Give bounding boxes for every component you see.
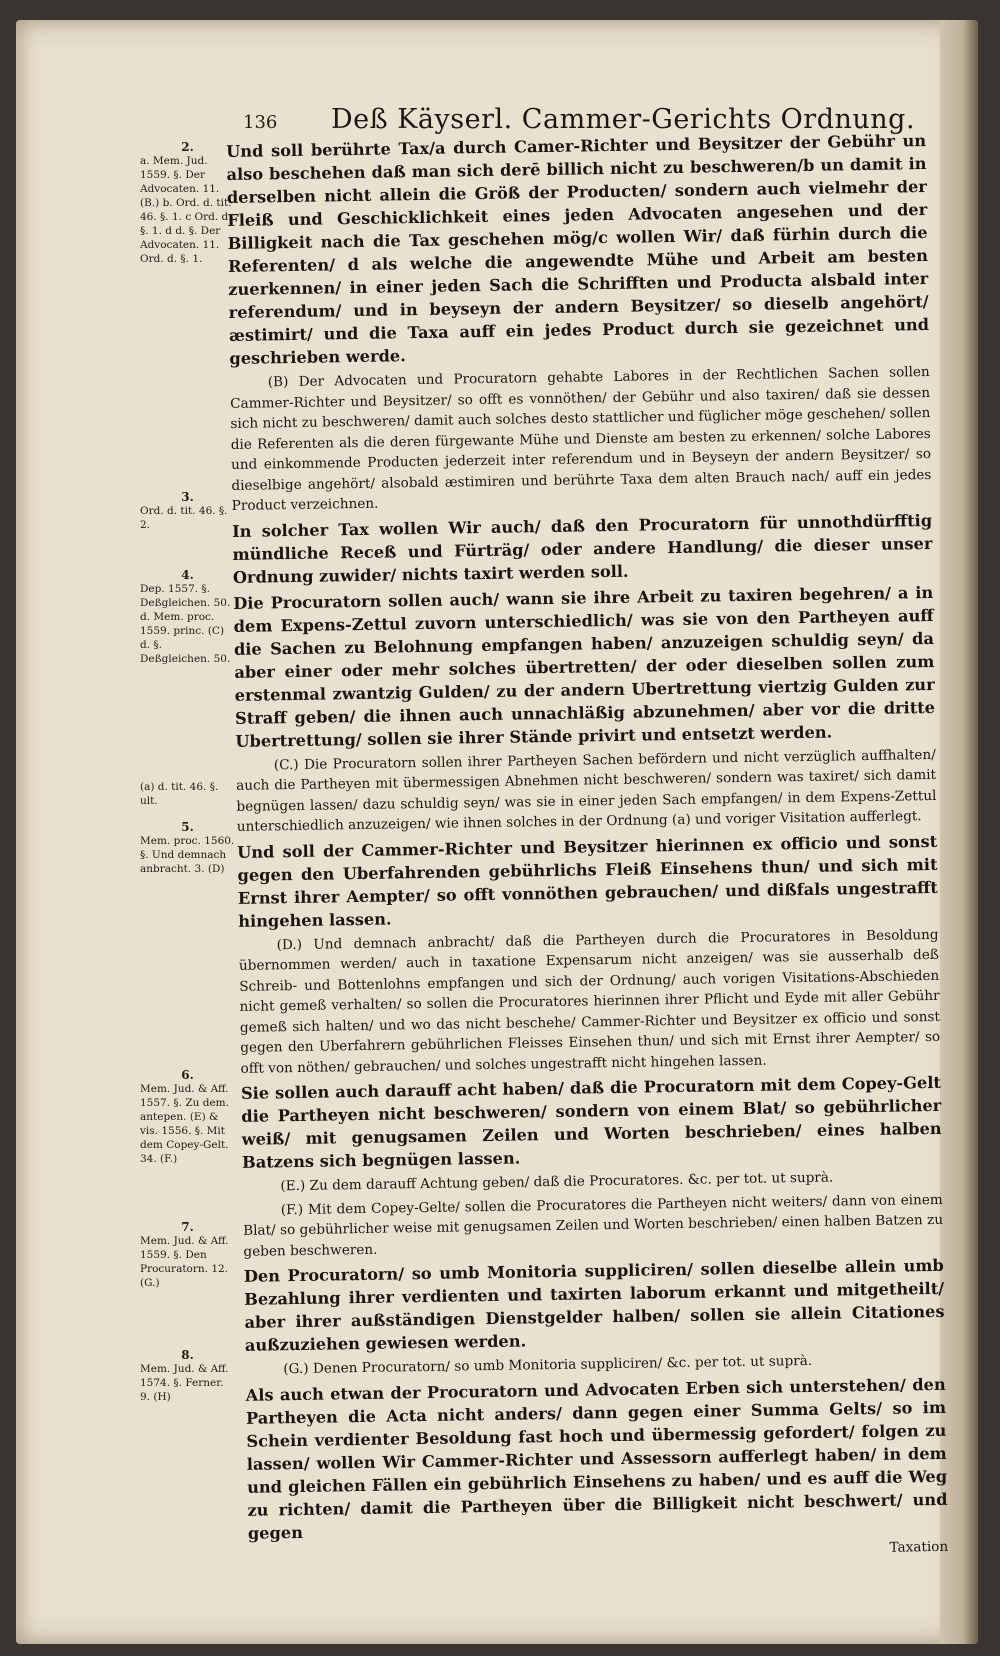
margin-note [140, 1068, 235, 1166]
margin-note-number: 2. [181, 140, 194, 154]
main-paragraph: Die Procuratorn sollen auch/ wann sie ihre Arbeit zu taxiren begehren/ a in dem Expens-Zettul zuvorn unterschiedlich/ was sie von den Partheyen auff die Sachen zu Belohnung empfangen haben/ anzuzeigen schuldig seyn/ da aber einer oder mehr solches übertretten/ der oder dieselben sollen zum erstenmal zwantzig Gulden/ zu der andern Ubertrettung viertzig Gulden zur Straff geben/ die ihnen auch unnachläßig abzunehmen/ aber vor die dritte Ubertrettung/ sollen sie ihrer Stände privirt und entsetzt werden. [233, 582, 936, 751]
running-title: Deß Käyserl. Cammer-Gerichts Ordnung. [331, 104, 916, 135]
main-paragraph: In solcher Tax wollen Wir auch/ daß den Procuratorn für unnothdürfftig mündliche Receß und Fürträg/ oder andere Handlung/ die dieser unser Ordnung zuwider/ nichts taxirt werden soll. [231, 510, 933, 587]
note-paragraph: (E.) Zu dem darauff Achtung geben/ daß die Procuratores. &c. per tot. ut suprà. [280, 1169, 834, 1195]
margin-note-number: 5. [181, 820, 194, 834]
margin-note-text: a. Mem. Jud. 1559. §. Der Advocaten. 11. (B.) b. Ord. d. tit. 46. §. 1. c Ord. d. §. 1. d d. §. Der Advocaten. 11. Ord. d. §. 1. [140, 155, 232, 265]
main-paragraph: Sie sollen auch darauff acht haben/ daß die Procuratorn mit dem Copey-Gelt die Partheyen nicht beschweren/ sondern von einem Blat/ so gebührlicher weiß/ mit genugsamen Zeilen und Worten beschrieben/ eines halben Batzens sich begnügen lassen. [240, 1072, 942, 1172]
margin-note-number: 3. [181, 490, 194, 504]
margin-note [140, 490, 235, 532]
margin-note [140, 780, 235, 808]
margin-note-number: 6. [181, 1068, 194, 1082]
margin-note-text: Ord. d. tit. 46. §. 2. [140, 505, 228, 531]
margin-note-number: 8. [181, 1348, 194, 1362]
margin-note-number: 7. [181, 1220, 194, 1234]
main-paragraph: Den Procuratorn/ so umb Monitoria suppliciren/ sollen dieselbe allein umb Bezahlung ihrer verdienten und taxirten laborum erkannt und mitgetheilt/ aber ihrer außständigen Dienstgelder halben/ sollen sie allein Citationes außzuziehen gewiesen werden. [243, 1255, 945, 1355]
note-paragraph: (C.) Die Procuratorn sollen ihrer Partheyen Sachen befördern und nicht verzüglich auffhalten/ auch die Partheyen mit übermessigen Abnehmen nicht beschweren/ sondern was taxiret/ sich damit begnügen lassen/ dazu schuldig seyn/ was sie in einer jeden Sach empfangen/ in dem Expens-Zettul unterschiedlich anzuzeigen/ wie ihnen solches in der Ordnung (a) und voriger Visitation aufferlegt. [236, 746, 937, 835]
margin-note-number: 4. [181, 568, 194, 582]
margin-note [140, 140, 235, 266]
main-paragraph: Als auch etwan der Procuratorn und Advocaten Erben sich unterstehen/ den Partheyen die Acta nicht anders/ dann gegen einer Summa Gelts/ so im Schein verdienter Besoldung fast hoch und übermessig gefordert/ folgen zu lassen/ wollen Wir Cammer-Richter und Assessorn aufferlegt haben/ in dem und gleichen Fällen ein gebührlich Einsehens zu haben/ und es auff die Weg zu richten/ damit die Partheyen über die Billigkeit nicht beschwert/ und gegen [245, 1374, 948, 1543]
margin-note-text: (a) d. tit. 46. §. ult. [140, 781, 219, 807]
catchword: Taxation [889, 1538, 949, 1556]
margin-note [140, 820, 235, 876]
text-body [226, 129, 948, 1571]
note-paragraph: (D.) Und demnach anbracht/ daß die Partheyen durch die Procuratores in Besoldung übernommen werden/ auch in taxatione Expensarum nicht anzeigen/ was sie ausserhalb deß Schreib- und Bottenlohns empfangen und sich der Ordnung/ auch vorigen Visitations-Abschieden nicht gemeß verhalten/ so sollen die Procuratores hierinnen ihrer Pflicht und Eyde mit aller Gebühr gemeß sich halten/ und wo das nicht beschehe/ Cammer-Richter und Beysitzer ex officio und sonst gegen den Uberfahrern gebührlichen Fleisses Einsehen thun/ und sich mit Ernst ihrer Aempter/ so offt von nöthen/ gebrauchen/ und solches ungestrafft nicht hingehen lassen. [238, 926, 941, 1077]
note-paragraph: (F.) Mit dem Copey-Gelte/ sollen die Procuratores die Partheyen nicht weiters/ dann von einem Blat/ so gebührlicher weise mit genugsamen Zeilen und Worten beschrieben/ einen halben Batzen zu geben beschweren. [243, 1191, 944, 1260]
margin-note [140, 568, 235, 666]
main-paragraph: Und soll der Cammer-Richter und Beysitzer hierinnen ex officio und sonst gegen den Uberfahrenden gebührlichs Fleiß Einsehens thun/ und sich mit Ernst ihrer Aempter/ so offt vonnöthen gebrauchen/ und dißfals ungestrafft hingehen lassen. [237, 831, 938, 931]
margin-note [140, 1348, 235, 1404]
main-paragraph: Und soll berührte Tax/a durch Camer-Richter und Beysitzer der Gebühr un also beschehen daß man sich derē billich nicht zu beschweren/b un damit in derselben nicht allein die Größ der Producten/ sondern auch vielmehr der Fleiß und Geschicklichkeit eines jeden Advocaten angesehen und der Billigkeit nach die Tax geschehen mög/c wollen Wir/ daß fürhin durch die Referenten/ d als welche die angewendte Mühe und Arbeit am besten zuerkennen/ in einer jeden Sach die Schrifften und Producta alsbald inter referendum/ und in beyseyn der andern Beysitzer/ so dieselb angehört/ æstimirt/ und die Taxa auff ein jedes Product durch sie gezeichnet und geschrieben werde. [226, 131, 930, 368]
margin-note-text: Mem. proc. 1560. §. Und demnach anbracht. 3. (D) [140, 835, 235, 875]
margin-note-text: Mem. Jud. & Aff. 1557. §. Zu dem. antepen. (E) & vis. 1556. §. Mit dem Copey-Gelt. 34. (F.) [140, 1083, 229, 1165]
note-paragraph: (G.) Denen Procuratorn/ so umb Monitoria suppliciren/ &c. per tot. ut suprà. [283, 1352, 813, 1378]
note-paragraph: (B) Der Advocaten und Procuratorn gehabte Labores in der Rechtlichen Sachen sollen Cammer-Richter und Beysitzer/ so offt es vonnöthen/ der Gebühr und also taxiren/ daß sie dessen sich nicht zu beschweren/ damit auch solches desto stattlicher und füglicher möge geschehen/ sollen die Referenten als die deren fürgewante Mühe und Dienste am besten zu erkennen/ solche Labores und einkommende Producten jederzeit inter referendum und in Beyseyn der andern Beysitzer/ so dieselbige angehört/ alsobald æstimiren und berührte Taxa dem alten Brauch nach/ auff ein jedes Product verzeichnen. [230, 363, 932, 514]
margin-note-text: Mem. Jud. & Aff. 1559. §. Den Procuratorn. 12. (G.) [140, 1235, 229, 1289]
margin-note [140, 1220, 235, 1290]
margin-note-text: Mem. Jud. & Aff. 1574. §. Ferner. 9. (H) [140, 1363, 229, 1403]
page-number: 136 [243, 112, 278, 133]
margin-note-text: Dep. 1557. §. Deßgleichen. 50. d. Mem. proc. 1559. princ. (C) d. §. Deßgleichen. 50. [140, 583, 231, 665]
